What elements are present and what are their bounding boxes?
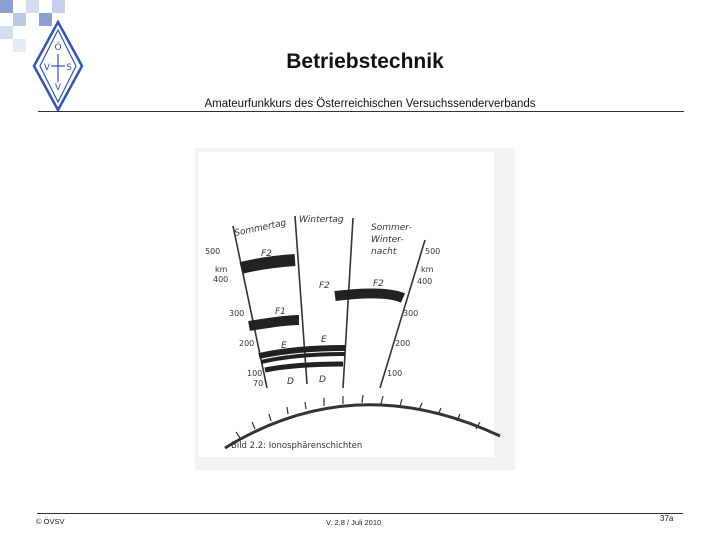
logo-letter-v2: V bbox=[54, 83, 62, 93]
right-scale-100: 100 bbox=[387, 369, 403, 378]
left-scale-70: 70 bbox=[253, 379, 264, 388]
label-wintertag: Wintertag bbox=[299, 215, 344, 225]
label-f2-winter: F2 bbox=[319, 281, 330, 291]
right-scale-500: 500 bbox=[425, 247, 441, 256]
header-divider bbox=[38, 111, 684, 112]
right-scale-300: 300 bbox=[403, 309, 419, 318]
page-number: 37a bbox=[660, 514, 674, 523]
logo-letter-s: S bbox=[66, 63, 72, 73]
footer-divider bbox=[37, 513, 683, 514]
corner-square bbox=[13, 39, 26, 52]
left-scale-km: km bbox=[215, 265, 228, 274]
layer-f1-summer-day bbox=[249, 320, 299, 326]
label-sommertag: Sommertag bbox=[233, 218, 288, 239]
corner-square bbox=[52, 0, 65, 13]
corner-square bbox=[0, 26, 13, 39]
left-scale-300: 300 bbox=[229, 309, 245, 318]
right-scale-km: km bbox=[421, 265, 434, 274]
left-scale-500: 500 bbox=[205, 247, 221, 256]
page-subtitle: Amateurfunkkurs des Österreichischen Versuchssenderverbands bbox=[204, 98, 536, 110]
left-scale-400: 400 bbox=[213, 275, 229, 284]
oevsv-logo bbox=[32, 20, 84, 112]
label-d-day: D bbox=[287, 377, 294, 387]
label-winter: Winter- bbox=[371, 235, 404, 245]
ionosphere-figure bbox=[195, 148, 515, 470]
right-scale-200: 200 bbox=[395, 339, 411, 348]
label-d-winter: D bbox=[319, 375, 326, 385]
label-f2-day: F2 bbox=[261, 249, 272, 259]
figure-caption: Bild 2.2: Ionosphärenschichten bbox=[231, 441, 363, 451]
left-scale-100: 100 bbox=[247, 369, 263, 378]
logo-letter-v1: V bbox=[43, 63, 51, 73]
layer-f2-night bbox=[335, 293, 403, 298]
page-title: Betriebstechnik bbox=[286, 50, 444, 73]
left-scale-200: 200 bbox=[239, 339, 255, 348]
footer-version: V. 2.8 / Juli 2010 bbox=[326, 518, 382, 527]
corner-square bbox=[0, 0, 13, 13]
label-f2-night: F2 bbox=[373, 279, 384, 289]
label-f1: F1 bbox=[275, 307, 286, 317]
label-e-winter: E bbox=[321, 335, 327, 345]
logo-letter-o: Ö bbox=[54, 43, 62, 53]
corner-square bbox=[26, 0, 39, 13]
right-scale-400: 400 bbox=[417, 277, 433, 286]
label-nacht: nacht bbox=[371, 247, 397, 257]
label-sommer: Sommer- bbox=[371, 223, 412, 233]
corner-square bbox=[13, 13, 26, 26]
label-e-day: E bbox=[281, 341, 287, 351]
footer-copyright: © ÖVSV bbox=[36, 517, 65, 526]
